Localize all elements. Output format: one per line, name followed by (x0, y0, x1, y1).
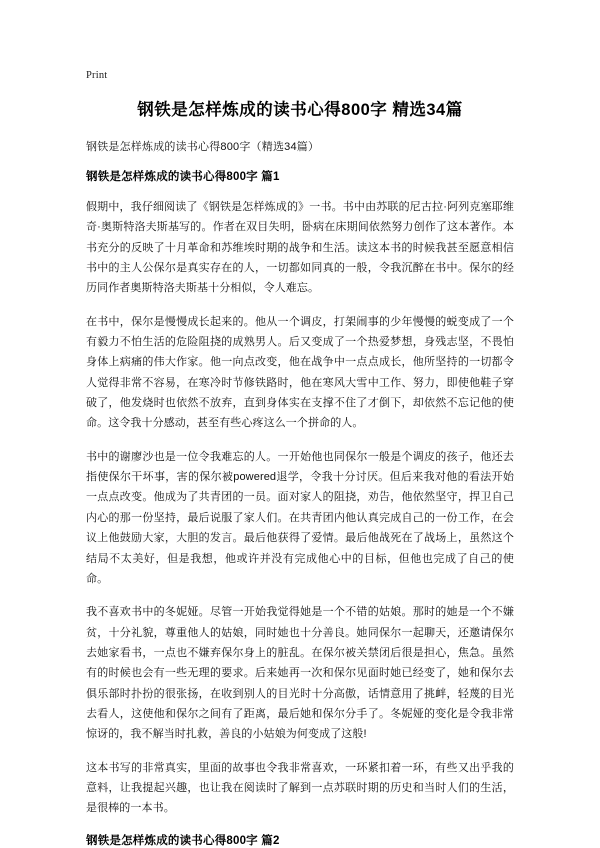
paragraph: 在书中，保尔是慢慢成长起来的。他从一个调皮，打架闹事的少年慢慢的蜕变成了一个有毅力不怕生活的危险阻挠的成熟男人。后又变成了一个热爱梦想，身残志坚，不畏怕身体上病痛的伟大作家。他一向点改变，他在战争中一点点成长，他所坚持的一切都令人觉得非常不容易，在寒冷时节修铁路时，他在寒风大雪中工作、努力，即使他鞋子穿破了，他发烧时也依然不放弃，直到身体实在支撑不住了才倒下，却依然不忘记他的使命。这令我十分感动，甚至有些心疼这么一个拼命的人。 (86, 315, 514, 430)
section-heading-2: 钢铁是怎样炼成的读书心得800字 篇2 (86, 834, 280, 847)
paragraph: 书中的谢廖沙也是一位令我难忘的人。一开始他也同保尔一般是个调皮的孩子，他还去指使保尔干坏事，害的保尔被powered退学，令我十分讨厌。但后来我对他的看法开始一点点改变。他成为了共青团的一员。面对家人的阻挠，劝告，他依然坚守，捍卫自己内心的那一份坚持，最后说服了家人们。在共青团内他认真完成自己的一份工作，在会议上他鼓励大家，大胆的发言。最后他获得了爱情。最后他战死在了战场上，虽然这个结局不太美好，但是我想，他或许并没有完成他心中的目标，但他也完成了自己的使命。 (86, 450, 514, 585)
print-label[interactable]: Print (86, 70, 108, 81)
document-subtitle: 钢铁是怎样炼成的读书心得800字（精选34篇） (86, 141, 320, 153)
document-content (86, 96, 514, 848)
paragraph: 我不喜欢书中的冬妮娅。尽管一开始我觉得她是一个不错的姑娘。那时的她是一个不嫌贫，十分礼貌，尊重他人的姑娘，同时她也十分善良。她同保尔一起聊天，还邀请保尔去她家看书，一点也不嫌弃保尔身上的脏乱。在保尔被关禁闭后很是担心，焦急。虽然有的时候也会有一些无理的要求。后来她再一次和保尔见面时她已经变了，她和保尔去俱乐部时扑扮的很张扬，在收到别人的目光时十分高傲，话情意用了挑衅，轻蔑的目光去看人，这使他和保尔之间有了距离，最后她和保尔分手了。冬妮娅的变化是令我非常惊讶的，我不解当时扎救，善良的小姑娘为何变成了这般! (86, 606, 514, 741)
paragraph: 这本书写的非常真实，里面的故事也令我非常喜欢，一环紧扣着一环，有些又出乎我的意料，让我提起兴趣，也让我在阅读时了解到一点苏联时期的历史和当时人们的生活，是很棒的一本书。 (86, 761, 514, 815)
page-title: 钢铁是怎样炼成的读书心得800字 精选34篇 (137, 101, 463, 119)
section-heading-1: 钢铁是怎样炼成的读书心得800字 篇1 (86, 171, 280, 183)
paragraph: 假期中，我仔细阅读了《钢铁是怎样炼成的》一书。书中由苏联的尼古拉·阿列克塞耶维奇·奥斯特洛夫斯基写的。作者在双目失明，卧病在床期间依然努力创作了这本著作。本书充分的反映了十月革命和苏维埃时期的战争和生活。读这本书的时候我甚至愿意相信书中的主人公保尔是真实存在的人，一切都如同真的一般，令我沉醉在书中。保尔的经历同作者奥斯特洛夫斯基十分相似，令人难忘。 (86, 201, 514, 295)
